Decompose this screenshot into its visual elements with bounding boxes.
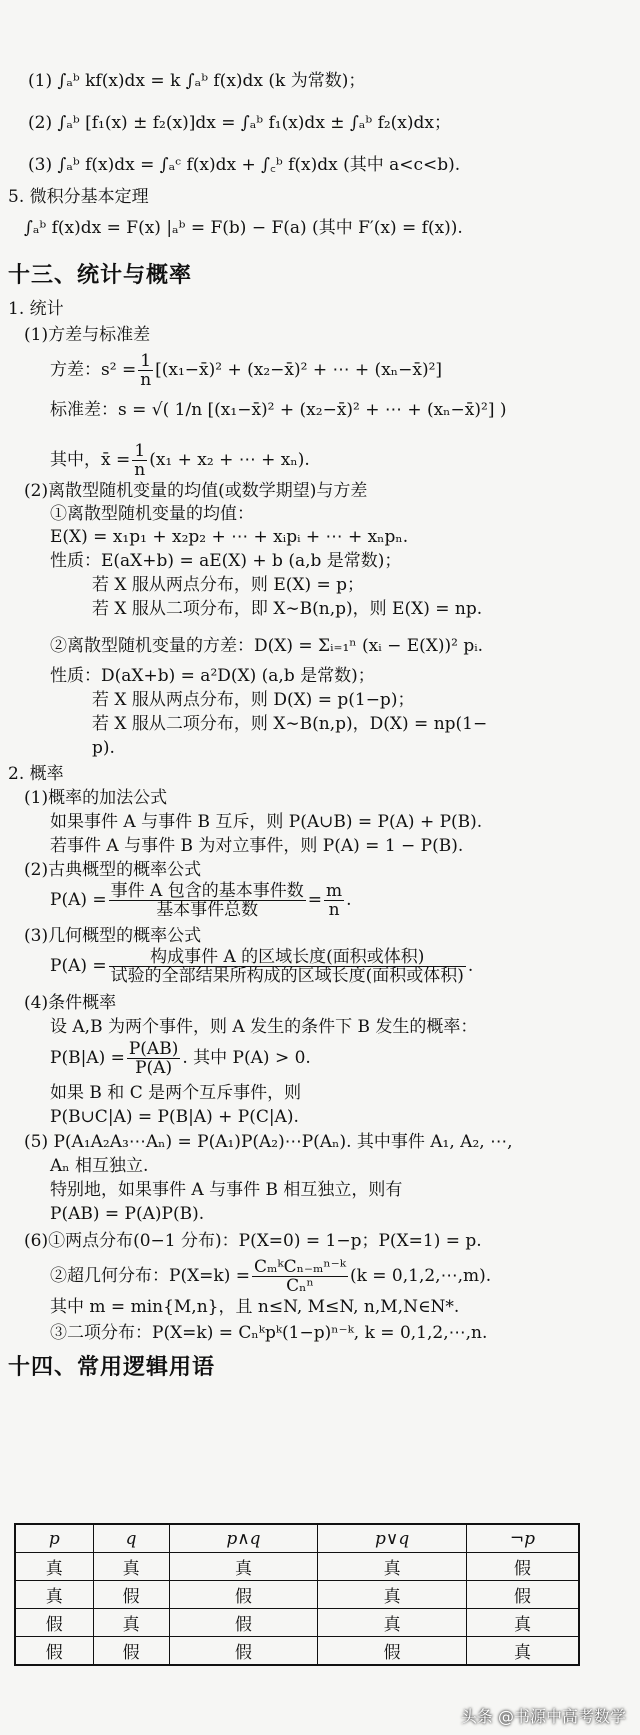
- binomial-distribution: ③二项分布：P(X=k) = Cₙᵏpᵏ(1−p)ⁿ⁻ᵏ, k = 0,1,2,⋯,n.: [50, 1323, 488, 1343]
- std-label: 标准差：s =: [50, 400, 147, 420]
- geometric-denominator: 试验的全部结果所构成的区域长度(面积或体积): [110, 966, 464, 986]
- table-cell: 真: [93, 1553, 169, 1581]
- variance-denominator: n: [140, 370, 152, 390]
- geometric-label: P(A) =: [50, 956, 107, 976]
- table-cell: 假: [466, 1553, 579, 1581]
- geometric-formula: P(A) = $\frac{\text{构成事件 A 的区域长度(面积或体积)}}{\text{试验的全部结果所构成的区域长度(面积或体积)}}$ .: [50, 947, 474, 986]
- conditional-condition: . 其中 P(A) > 0.: [182, 1048, 311, 1068]
- table-row: [15, 1609, 579, 1637]
- table-cell: 假: [93, 1637, 169, 1666]
- std-expression: √( 1/n [(x₁−x̄)² + (x₂−x̄)² + ⋯ + (xₙ−x̄)²] ): [151, 400, 507, 420]
- table-cell: 真: [318, 1581, 467, 1609]
- classical-equals: =: [307, 890, 322, 910]
- independence-product: P(AB) = P(A)P(B).: [50, 1204, 205, 1224]
- hypergeometric-conditions: 其中 m = min{M,n}，且 n≤N, M≤N, n,M,N∈N*.: [50, 1297, 460, 1317]
- conditional-label: P(B|A) =: [50, 1048, 125, 1068]
- classical-n: n: [328, 900, 340, 920]
- conditional-denominator: P(A): [135, 1058, 173, 1078]
- integral-property-2: (2) ∫ₐᵇ [f₁(x) ± f₂(x)]dx = ∫ₐᵇ f₁(x)dx ± ∫ₐᵇ f₂(x)dx；: [28, 113, 451, 133]
- std-formula: [50, 399, 506, 421]
- variance-fraction: [138, 352, 153, 389]
- conditional-title: (4)条件概率: [24, 993, 117, 1013]
- table-row: [15, 1581, 579, 1609]
- header-not-p: ¬p: [466, 1524, 579, 1553]
- ftc-formula: ∫ₐᵇ f(x)dx = F(x) |ₐᵇ = F(b) − F(a) (其中 F′(x) = f(x)).: [24, 218, 463, 238]
- watermark: 头条 @书源中高考数学: [460, 1707, 626, 1726]
- table-row: [15, 1553, 579, 1581]
- table-cell: 假: [318, 1637, 467, 1666]
- table-cell: 真: [466, 1637, 579, 1666]
- expectation-binomial: 若 X 服从二项分布，即 X∼B(n,p)，则 E(X) = np.: [92, 599, 483, 619]
- expectation-two-point: 若 X 服从两点分布，则 E(X) = p；: [92, 575, 365, 595]
- geometric-numerator: 构成事件 A 的区域长度(面积或体积): [109, 948, 466, 967]
- probability-title: 2. 概率: [8, 764, 64, 784]
- variance-label: 方差：s² =: [50, 360, 137, 380]
- mean-fraction: [132, 442, 147, 479]
- conditional-formula: [50, 1040, 311, 1077]
- table-cell: 真: [318, 1609, 467, 1637]
- table-cell: 真: [93, 1609, 169, 1637]
- header-p-and-q: p∧q: [169, 1524, 318, 1553]
- mean-formula: [50, 442, 310, 479]
- variance-two-point: 若 X 服从两点分布，则 D(X) = p(1−p)；: [92, 690, 415, 710]
- expectation-property: 性质：E(aX+b) = aE(X) + b (a,b 是常数)；: [50, 551, 402, 571]
- variance-std-title: (1)方差与标准差: [24, 325, 151, 345]
- table-row: [15, 1637, 579, 1666]
- expectation-formula: E(X) = x₁p₁ + x₂p₂ + ⋯ + xᵢpᵢ + ⋯ + xₙpₙ.: [50, 527, 409, 547]
- header-q: q: [93, 1524, 169, 1553]
- section-14-heading: 十四、常用逻辑用语: [8, 1355, 216, 1380]
- classical-mn-fraction: [324, 882, 344, 919]
- variance-rv-formula: ②离散型随机变量的方差：D(X) = Σᵢ₌₁ⁿ (xᵢ − E(X))² pᵢ.: [50, 636, 484, 656]
- conditional-exclusive-formula: P(B∪C|A) = P(B|A) + P(C|A).: [50, 1107, 299, 1127]
- mean-label: 其中，x̄ =: [50, 450, 131, 470]
- classical-denominator: 基本事件总数: [156, 900, 259, 920]
- two-point-distribution: (6)①两点分布(0−1 分布)：P(X=0) = 1−p；P(X=1) = p.: [24, 1231, 482, 1251]
- mean-denominator: n: [134, 460, 146, 480]
- mean-numerator: 1: [132, 442, 147, 461]
- table-cell: 真: [318, 1553, 467, 1581]
- classical-title: (2)古典概型的概率公式: [24, 860, 202, 880]
- variance-formula: [50, 352, 442, 389]
- hypergeometric-denominator: Cₙⁿ: [286, 1276, 314, 1296]
- table-cell: 假: [169, 1581, 318, 1609]
- classical-fraction: [109, 882, 306, 919]
- hypergeometric-numerator: CₘᵏCₙ₋ₘⁿ⁻ᵏ: [254, 1257, 346, 1277]
- stats-title: 1. 统计: [8, 299, 64, 319]
- addition-complement: 若事件 A 与事件 B 为对立事件，则 P(A) = 1 − P(B).: [50, 836, 464, 856]
- conditional-exclusive-intro: 如果 B 和 C 是两个互斥事件，则: [50, 1083, 302, 1103]
- independence-formula: (5) P(A₁A₂A₃⋯Aₙ) = P(A₁)P(A₂)⋯P(Aₙ). 其中事件 A₁, A₂, ⋯,: [24, 1132, 513, 1152]
- classical-formula: P(A) = $\frac{\text{事件 A 包含的基本事件数}}{\text{基本事件总数}}$ = $\frac{m}{n}$ .: [50, 881, 352, 920]
- table-cell: 真: [15, 1553, 93, 1581]
- independence-note: Aₙ 相互独立.: [50, 1156, 149, 1176]
- table-cell: 真: [466, 1609, 579, 1637]
- truth-table-header: [15, 1524, 579, 1553]
- table-cell: 真: [15, 1581, 93, 1609]
- independence-special: 特别地，如果事件 A 与事件 B 相互独立，则有: [50, 1180, 403, 1200]
- header-p: p: [15, 1524, 93, 1553]
- conditional-numerator: P(AB): [128, 1039, 179, 1059]
- addition-exclusive: 如果事件 A 与事件 B 互斥，则 P(A∪B) = P(A) + P(B).: [50, 812, 483, 832]
- classical-numerator: 事件 A 包含的基本事件数: [110, 881, 304, 901]
- classical-m: m: [325, 881, 343, 901]
- table-cell: 假: [93, 1581, 169, 1609]
- geometric-title: (3)几何概型的概率公式: [24, 926, 202, 946]
- header-p-or-q: p∨q: [318, 1524, 467, 1553]
- geometric-fraction: [109, 948, 466, 985]
- integral-property-1: (1) ∫ₐᵇ kf(x)dx = k ∫ₐᵇ f(x)dx (k 为常数)；: [28, 71, 366, 91]
- table-cell: 真: [169, 1553, 318, 1581]
- hypergeometric-fraction: [252, 1258, 348, 1295]
- ftc-title: 5. 微积分基本定理: [8, 187, 149, 207]
- variance-property: 性质：D(aX+b) = a²D(X) (a,b 是常数)；: [50, 666, 375, 686]
- integral-property-3: (3) ∫ₐᵇ f(x)dx = ∫ₐᶜ f(x)dx + ∫꜀ᵇ f(x)dx (其中 a<c<b).: [28, 155, 461, 175]
- discrete-rv-title: (2)离散型随机变量的均值(或数学期望)与方差: [24, 481, 368, 501]
- hypergeometric-formula: [50, 1258, 491, 1295]
- classical-label: P(A) =: [50, 890, 107, 910]
- mean-sum: (x₁ + x₂ + ⋯ + xₙ).: [149, 450, 310, 470]
- variance-sum: [(x₁−x̄)² + (x₂−x̄)² + ⋯ + (xₙ−x̄)²]: [155, 360, 443, 380]
- variance-binomial-cont: p).: [92, 738, 115, 758]
- table-cell: 假: [15, 1609, 93, 1637]
- table-cell: 假: [169, 1637, 318, 1666]
- conditional-intro: 设 A,B 为两个事件，则 A 发生的条件下 B 发生的概率：: [50, 1017, 478, 1037]
- table-cell: 假: [466, 1581, 579, 1609]
- addition-title: (1)概率的加法公式: [24, 788, 168, 808]
- table-cell: 假: [15, 1637, 93, 1666]
- hypergeometric-range: (k = 0,1,2,⋯,m).: [349, 1266, 492, 1286]
- expectation-title: ①离散型随机变量的均值：: [50, 504, 254, 524]
- truth-table: [14, 1523, 580, 1666]
- section-13-heading: 十三、统计与概率: [8, 263, 193, 288]
- hypergeometric-label: ②超几何分布：P(X=k) =: [50, 1266, 250, 1286]
- conditional-fraction: [127, 1040, 180, 1077]
- variance-binomial: 若 X 服从二项分布，则 X∼B(n,p)，D(X) = np(1−: [92, 714, 488, 734]
- table-cell: 假: [169, 1609, 318, 1637]
- variance-numerator: 1: [138, 352, 153, 371]
